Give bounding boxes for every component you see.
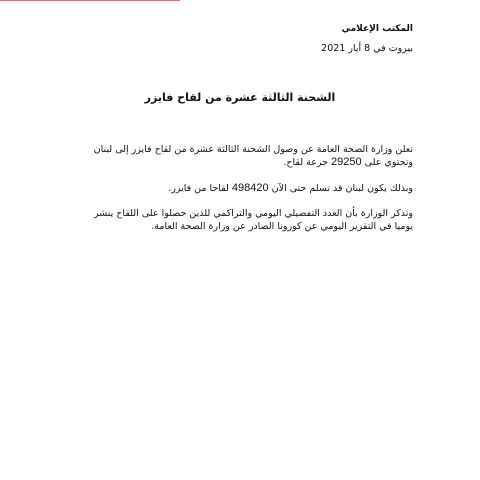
dose-count: 29250 <box>331 156 362 168</box>
document-title: الشحنة الثالثة عشرة من لقاح فايزر <box>144 91 336 104</box>
paragraph-total-received <box>77 182 413 195</box>
date-line: بيروت في 8 أيار 2021 <box>321 43 413 54</box>
paragraph-daily-report: وتذكر الوزارة بأن العدد التفصيلي اليومي والتراكمي للذين حصلوا على اللقاح ينشر يوميا في التقرير اليومي عن كورونا الصادر عن وزارة الصحة العامة. <box>94 208 413 232</box>
paragraph-2-text: وبذلك يكون لبنان قد تسلم حتى الآن <box>271 183 413 194</box>
paragraph-shipment-arrival <box>77 143 413 169</box>
paragraph-1-suffix: جرعة لقاح. <box>283 157 329 168</box>
total-vaccine-count: 498420 <box>231 182 269 194</box>
paragraph-2-suffix: لقاحا من فايزر. <box>168 183 229 194</box>
office-label: المكتب الإعلامي <box>341 24 413 34</box>
paragraph-1-text: تعلن وزارة الصحة العامة عن وصول الشحنة الثالثة عشرة من لقاح فايزر إلى لبنان وتحتوي على <box>93 144 413 168</box>
